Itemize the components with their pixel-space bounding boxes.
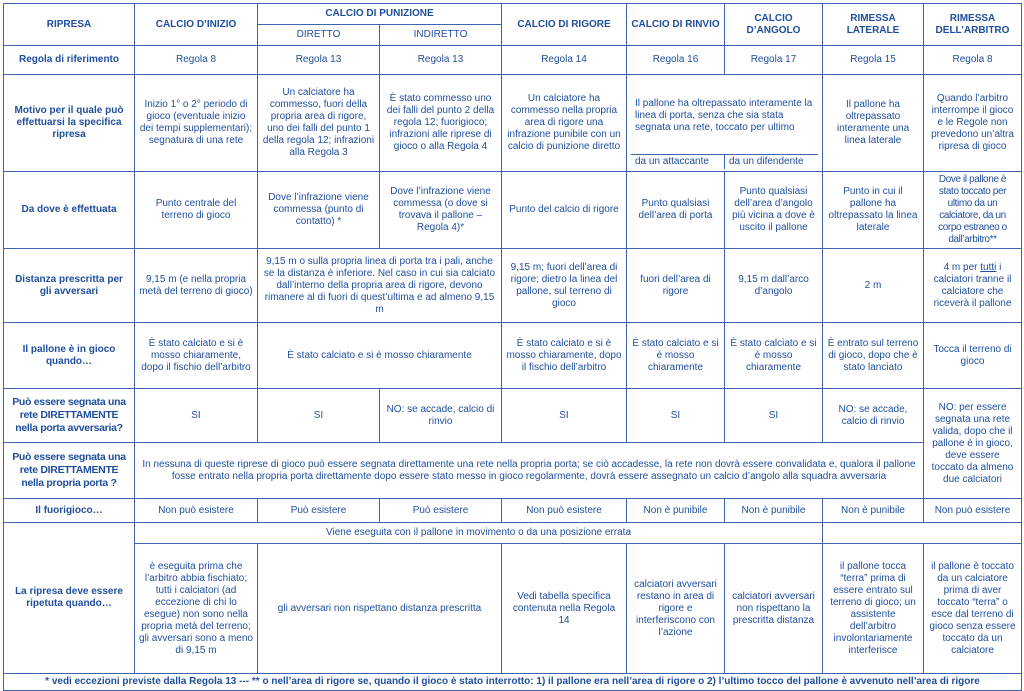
header-calcio-inizio: CALCIO D’INIZIO: [135, 4, 258, 46]
motivo-rinvio-angolo-text: Il pallone ha oltrepassato interamente la linea di porta, senza che sia stata segnata una rete, toccato per ultimo: [635, 97, 813, 133]
cell-dove-indiretto: Dove l’infrazione viene commessa (o dove si trovava il pallone – Regola 4)*: [380, 172, 502, 249]
header-indiretto: INDIRETTO: [380, 25, 502, 46]
cell-rete-avv-arbitro: NO: per essere segnata una rete valida, dopo che il pallone è in gioco, deve essere toccato da almeno due calciatori: [924, 389, 1022, 499]
cell-ripetuta-empty: [823, 523, 1022, 544]
distanza-arbitro-tutti: tutti: [980, 261, 997, 273]
cell-regola: Regola 13: [258, 46, 380, 75]
row-label-fuorigioco: Il fuorigioco…: [4, 499, 135, 523]
cell-ripetuta-inizio: è eseguita prima che l’arbitro abbia fischiato; tutti i calciatori (ad eccezione di chi lo esegue) non sono nella propria metà del terreno; gli avversari sono a meno di 9,15 m: [135, 544, 258, 674]
cell-rete-avv-angolo: SI: [725, 389, 823, 443]
cell-fuorigioco: Non è punibile: [627, 499, 725, 523]
cell-distanza-angolo: 9,15 m dall’arco d’angolo: [725, 249, 823, 323]
cell-ripetuta-angolo: calciatori avversari non rispettano la prescritta distanza: [725, 544, 823, 674]
row-label-regola: Regola di riferimento: [4, 46, 135, 75]
header-calcio-punizione: CALCIO DI PUNIZIONE: [258, 4, 502, 25]
cell-motivo-arbitro: Quando l’arbitro interrompe il gioco e le Regole non prevedono un’altra ripresa di gioco: [924, 75, 1022, 172]
row-label-dove: Da dove è effettuata: [4, 172, 135, 249]
cell-rete-avv-diretto: SI: [258, 389, 380, 443]
header-row: [4, 4, 1022, 25]
cell-dove-diretto: Dove l’infrazione viene commessa (punto di contatto) *: [258, 172, 380, 249]
cell-in-gioco-punizione: È stato calciato e si è mosso chiaramente: [258, 323, 502, 389]
motivo-difendente: da un difendente: [724, 155, 818, 169]
row-motivo: [4, 75, 1022, 172]
cell-distanza-laterale: 2 m: [823, 249, 924, 323]
cell-in-gioco-rinvio: È stato calciato e si è mosso chiaramente: [627, 323, 725, 389]
cell-distanza-rigore: 9,15 m; fuori dell’area di rigore; dietro la linea del pallone, sul terreno di gioco: [502, 249, 627, 323]
row-dove: [4, 172, 1022, 249]
cell-regola: Regola 13: [380, 46, 502, 75]
cell-distanza-rinvio: fuori dell’area di rigore: [627, 249, 725, 323]
row-ripetuta-common: [4, 523, 1022, 544]
cell-motivo-inizio: Inizio 1° o 2° periodo di gioco (eventuale inizio dei tempi supplementari); segnatura di una rete: [135, 75, 258, 172]
distanza-arbitro-post: i calciatori tranne il calciatore che riceverà il pallone: [933, 261, 1012, 309]
header-calcio-rigore: CALCIO DI RIGORE: [502, 4, 627, 46]
cell-motivo-laterale: Il pallone ha oltrepassato interamente una linea laterale: [823, 75, 924, 172]
row-label-ripetuta: La ripresa deve essere ripetuta quando…: [4, 523, 135, 674]
distanza-arbitro-pre: 4 m per: [943, 261, 981, 273]
header-ripresa: RIPRESA: [4, 4, 135, 46]
header-rimessa-arbitro: RIMESSA DELL’ARBITRO: [924, 4, 1022, 46]
row-fuorigioco: [4, 499, 1022, 523]
cell-regola: Regola 8: [924, 46, 1022, 75]
cell-dove-rigore: Punto del calcio di rigore: [502, 172, 627, 249]
cell-motivo-rigore: Un calciatore ha commesso nella propria area di rigore una infrazione punibile con un calcio di punizione diretto: [502, 75, 627, 172]
cell-ripetuta-common: Viene eseguita con il pallone in movimento o da una posizione errata: [135, 523, 823, 544]
cell-regola: Regola 8: [135, 46, 258, 75]
cell-in-gioco-laterale: È entrato sul terreno di gioco, dopo che è stato lanciato: [823, 323, 924, 389]
cell-ripetuta-punizione: gli avversari non rispettano distanza prescritta: [258, 544, 502, 674]
cell-motivo-rinvio-angolo: [627, 75, 823, 172]
cell-fuorigioco: Non può esistere: [135, 499, 258, 523]
cell-regola: Regola 16: [627, 46, 725, 75]
cell-fuorigioco: Non è punibile: [823, 499, 924, 523]
header-calcio-rinvio: CALCIO DI RINVIO: [627, 4, 725, 46]
cell-distanza-inizio: 9,15 m (e nella propria metà del terreno di gioco): [135, 249, 258, 323]
footnote: * vedi eccezioni previste dalla Regola 13 --- ** o nell’area di rigore se, quando il gioco è stato interrotto: 1) il pallone era nell’area di rigore o 2) l’ultimo tocco del pallone è avvenuto nell’area di rigore: [4, 674, 1022, 691]
cell-in-gioco-rigore: È stato calciato e si è mosso chiaramente, dopo il fischio dell’arbitro: [502, 323, 627, 389]
restart-rules-table: [3, 3, 1022, 691]
cell-dove-laterale: Punto in cui il pallone ha oltrepassato la linea laterale: [823, 172, 924, 249]
cell-dove-inizio: Punto centrale del terreno di gioco: [135, 172, 258, 249]
cell-rete-avv-indiretto: NO: se accade, calcio di rinvio: [380, 389, 502, 443]
cell-ripetuta-arbitro: il pallone è toccato da un calciatore prima di aver toccato “terra” o esce dal terreno di gioco senza essere toccato da un calciatore: [924, 544, 1022, 674]
cell-ripetuta-rinvio: calciatori avversari restano in area di rigore e interferiscono con l’azione: [627, 544, 725, 674]
row-label-in-gioco: Il pallone è in gioco quando…: [4, 323, 135, 389]
cell-regola: Regola 17: [725, 46, 823, 75]
cell-rete-avv-inizio: SI: [135, 389, 258, 443]
cell-motivo-diretto: Un calciatore ha commesso, fuori della propria area di rigore, uno dei falli del punto 1 della regola 12; infrazioni alla Regola 3: [258, 75, 380, 172]
row-rete-propria: [4, 443, 1022, 499]
header-diretto: DIRETTO: [258, 25, 380, 46]
row-label-rete-avversaria: Può essere segnata una rete DIRETTAMENTE nella porta avversaria?: [4, 389, 135, 443]
rules-table-sheet: [3, 3, 1021, 691]
row-ripetuta: [4, 544, 1022, 674]
row-label-rete-propria: Può essere segnata una rete DIRETTAMENTE nella propria porta ?: [4, 443, 135, 499]
cell-regola: Regola 15: [823, 46, 924, 75]
cell-fuorigioco: Non è punibile: [725, 499, 823, 523]
cell-rete-propria: In nessuna di queste riprese di gioco può essere segnata direttamente una rete nella propria porta; se ciò accadesse, la rete non dovrà essere convalidata e, qualora il pallone fosse entrato nella propria porta direttamente dopo essere stato messo in gioco regolarmente, dovrà essere assegnato un calcio d’angolo alla squadra avversaria: [135, 443, 924, 499]
cell-rete-avv-laterale: NO: se accade, calcio di rinvio: [823, 389, 924, 443]
cell-fuorigioco: Non può esistere: [924, 499, 1022, 523]
cell-ripetuta-rigore: Vedi tabella specifica contenuta nella Regola 14: [502, 544, 627, 674]
cell-rete-avv-rinvio: SI: [627, 389, 725, 443]
cell-motivo-indiretto: È stato commesso uno dei falli del punto 2 della regola 12; fuorigioco; infrazioni alle riprese di gioco o alla Regola 4: [380, 75, 502, 172]
row-distanza: [4, 249, 1022, 323]
cell-in-gioco-inizio: È stato calciato e si è mosso chiaramente, dopo il fischio dell’arbitro: [135, 323, 258, 389]
row-label-motivo: Motivo per il quale può effettuarsi la specifica ripresa: [4, 75, 135, 172]
row-label-distanza: Distanza prescritta per gli avversari: [4, 249, 135, 323]
cell-distanza-punizione: 9,15 m o sulla propria linea di porta tra i pali, anche se la distanza è inferiore. Nel caso in cui sia calciato dall’interno della propria area di rigore, devono rimanere al di fuori di quest’ultima e ad almeno 9,15 m: [258, 249, 502, 323]
cell-fuorigioco: Non può esistere: [502, 499, 627, 523]
cell-rete-avv-rigore: SI: [502, 389, 627, 443]
motivo-attaccante: da un attaccante: [635, 156, 709, 167]
cell-ripetuta-laterale: il pallone tocca “terra” prima di essere entrato sul terreno di gioco; un assistente dell’arbitro involontariamente interferisce: [823, 544, 924, 674]
row-rete-avversaria: [4, 389, 1022, 443]
header-rimessa-laterale: RIMESSA LATERALE: [823, 4, 924, 46]
row-footnote: [4, 674, 1022, 691]
cell-in-gioco-angolo: È stato calciato e si è mosso chiaramente: [725, 323, 823, 389]
row-regola: [4, 46, 1022, 75]
cell-dove-rinvio: Punto qualsiasi dell’area di porta: [627, 172, 725, 249]
cell-fuorigioco: Può esistere: [258, 499, 380, 523]
cell-dove-arbitro: Dove il pallone è stato toccato per ultimo da un calciatore, da un corpo estraneo o dall’arbitro**: [924, 172, 1022, 249]
cell-regola: Regola 14: [502, 46, 627, 75]
cell-distanza-arbitro: [924, 249, 1022, 323]
cell-dove-angolo: Punto qualsiasi dell’area d’angolo più vicina a dove è uscito il pallone: [725, 172, 823, 249]
cell-fuorigioco: Può esistere: [380, 499, 502, 523]
cell-in-gioco-arbitro: Tocca il terreno di gioco: [924, 323, 1022, 389]
row-in-gioco: [4, 323, 1022, 389]
header-calcio-angolo: CALCIO D’ANGOLO: [725, 4, 823, 46]
